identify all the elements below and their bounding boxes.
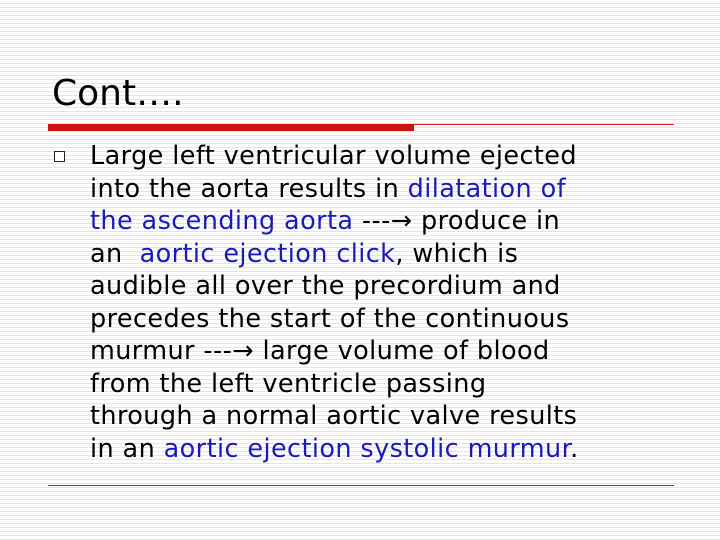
text-line: [90, 205, 670, 238]
text-line: [90, 335, 670, 368]
bullet-text: [90, 140, 670, 465]
text-segment: into the aorta results in: [90, 173, 408, 204]
text-line: [90, 173, 670, 206]
highlighted-term: dilatation of: [407, 173, 566, 204]
hollow-square-bullet-icon: [54, 151, 65, 162]
text-segment: .: [570, 433, 579, 464]
text-line: [90, 270, 670, 303]
text-segment: audible all over the precordium and: [90, 271, 561, 301]
text-line: [90, 400, 670, 433]
highlighted-term: the ascending aorta: [90, 206, 354, 236]
text-line: [90, 368, 670, 401]
highlighted-term: aortic ejection click: [139, 238, 396, 269]
text-segment: an: [90, 238, 140, 269]
text-segment: through a normal aortic valve results: [90, 401, 578, 431]
slide-title: Cont….: [52, 73, 184, 114]
text-line: [90, 303, 670, 336]
footer-divider-line: [48, 485, 674, 486]
text-segment: in an: [90, 433, 164, 464]
text-segment: Large left ventricular volume ejected: [90, 141, 577, 171]
text-segment: murmur ---→ large volume of blood: [90, 336, 550, 366]
text-segment: ---→ produce in: [353, 206, 561, 236]
text-segment: from the left ventricle passing: [90, 368, 487, 399]
text-segment: precedes the start of the continuous: [90, 303, 570, 334]
text-line: [90, 238, 670, 271]
text-line: [90, 140, 670, 173]
text-segment: , which is: [395, 238, 519, 269]
highlighted-term: aortic ejection systolic murmur: [163, 433, 571, 464]
text-line: [90, 433, 670, 466]
title-accent-bar: [48, 124, 414, 131]
